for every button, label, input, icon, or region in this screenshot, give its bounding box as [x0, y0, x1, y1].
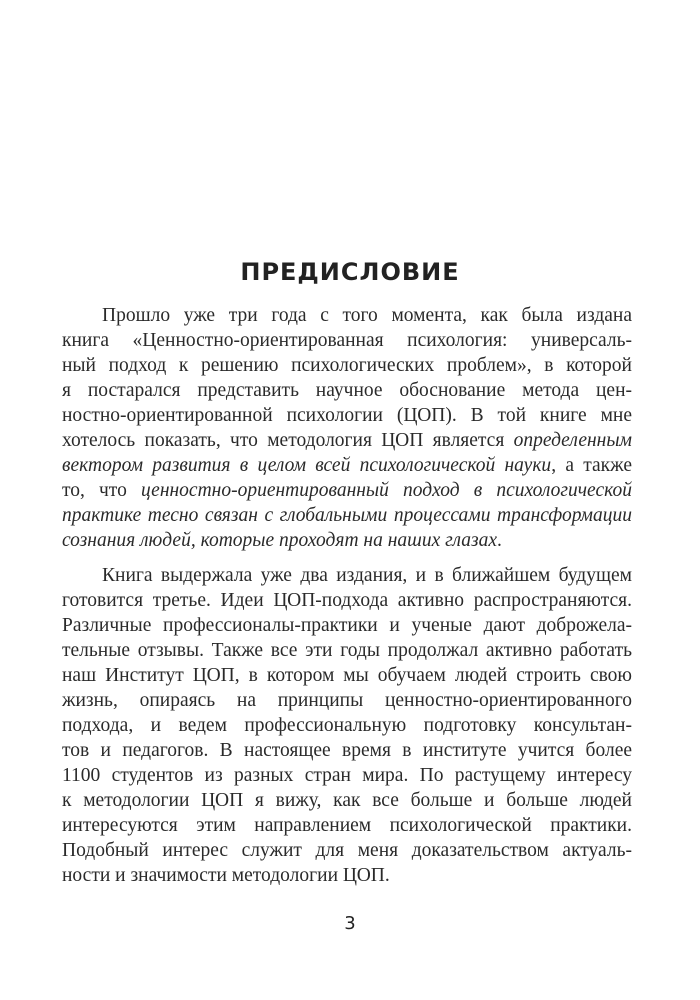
text-line: [62, 478, 632, 503]
text-line: [62, 688, 632, 713]
text-line: [62, 303, 632, 328]
text-line: [62, 663, 632, 688]
chapter-body: [62, 303, 632, 888]
text-line: [62, 588, 632, 613]
italic-text: сознания людей, которые проходят на наших глазах: [62, 530, 497, 551]
text-segment: наш Институт ЦОП, в котором мы обучаем людей строить свою: [62, 665, 632, 686]
page-number: 3: [344, 913, 356, 934]
text-line: [62, 788, 632, 813]
text-line: [62, 713, 632, 738]
text-segment: ности и значимости методологии ЦОП.: [62, 865, 390, 886]
text-segment: готовится третье. Идеи ЦОП-подхода активно распространяются.: [62, 590, 632, 611]
text-segment: интересуются этим направлением психологической практики.: [62, 815, 632, 836]
italic-text: ценностно-ориентированный подход в психологической: [140, 480, 632, 501]
text-line: [62, 613, 632, 638]
text-line: [62, 863, 632, 888]
italic-text: определенным: [513, 430, 632, 451]
text-line: [62, 528, 632, 553]
text-line: [62, 328, 632, 353]
text-segment: Подобный интерес служит для меня доказательством актуаль-: [62, 840, 632, 861]
text-line: [62, 838, 632, 863]
text-segment: Различные профессионалы-практики и ученые дают доброжела-: [62, 615, 632, 636]
paragraph-gap: [62, 553, 632, 563]
text-segment: книга «Ценностно-ориентированная психология: универсаль-: [62, 330, 632, 351]
text-line: [62, 813, 632, 838]
text-segment: жизнь, опираясь на принципы ценностно-ориентированного: [62, 690, 632, 711]
text-line: [62, 453, 632, 478]
paragraph: [62, 303, 632, 553]
text-line: [62, 763, 632, 788]
text-segment: к методологии ЦОП я вижу, как все больше и больше людей: [62, 790, 632, 811]
text-segment: 1100 студентов из разных стран мира. По растущему интересу: [62, 765, 632, 786]
text-segment: Прошло уже три года с того момента, как была издана: [102, 305, 632, 326]
text-segment: тельные отзывы. Также все эти годы продолжал активно работать: [62, 640, 632, 661]
text-line: [62, 353, 632, 378]
text-segment: , а также: [551, 455, 632, 476]
text-segment: хотелось показать, что методология ЦОП является: [62, 430, 514, 451]
text-line: [62, 563, 632, 588]
text-segment: я постарался представить научное обоснование метода цен-: [62, 380, 632, 401]
text-line: [62, 378, 632, 403]
text-segment: ностно-ориентированной психологии (ЦОП). В той книге мне: [62, 405, 632, 426]
text-line: [62, 403, 632, 428]
text-segment: ный подход к решению психологических проблем», в которой: [62, 355, 632, 376]
text-line: [62, 738, 632, 763]
text-segment: .: [497, 530, 502, 551]
text-segment: то, что: [62, 480, 141, 501]
text-line: [62, 428, 632, 453]
paragraph: [62, 563, 632, 888]
text-segment: Книга выдержала уже два издания, и в ближайшем будущем: [102, 565, 632, 586]
italic-text: вектором развития в целом всей психологической науки: [62, 455, 552, 476]
text-segment: подхода, и ведем профессиональную подготовку консультан-: [62, 715, 632, 736]
italic-text: практике тесно связан с глобальными процессами трансформации: [62, 505, 632, 526]
chapter-heading: ПРЕДИСЛОВИЕ: [240, 258, 460, 286]
text-segment: тов и педагогов. В настоящее время в институте учится более: [62, 740, 632, 761]
text-line: [62, 503, 632, 528]
text-line: [62, 638, 632, 663]
